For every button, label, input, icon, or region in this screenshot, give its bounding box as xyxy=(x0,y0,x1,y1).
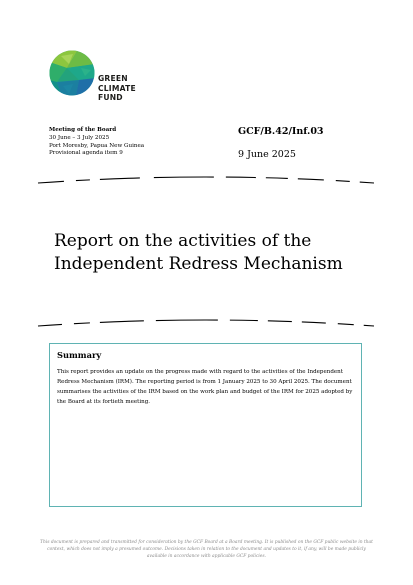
globe-icon xyxy=(49,48,95,100)
summary-heading: Summary xyxy=(57,350,102,360)
logo-line-climate: CLIMATE xyxy=(98,83,136,93)
page-title xyxy=(54,230,343,276)
meeting-dates: 30 June – 3 July 2025 xyxy=(49,134,110,141)
meeting-info xyxy=(49,127,144,158)
meeting-label: Meeting of the Board xyxy=(49,127,117,133)
bottom-divider xyxy=(36,315,376,329)
footer-disclaimer: This document is prepared and transmitted for consideration by the GCF Board at a Board meeting. It is published on the GCF public website in that context, which does not imply a presumed outcome. Decisions taken in relation to the document and updates to it, if any, will be made publicly available in accordance with applicable GCF policies. xyxy=(40,540,373,559)
document-date: 9 June 2025 xyxy=(238,149,296,160)
gcf-logo xyxy=(49,48,95,104)
meeting-agenda-item: Provisional agenda item 9 xyxy=(49,150,123,157)
logo-line-green: GREEN xyxy=(98,74,128,83)
logo-wordmark xyxy=(98,74,136,103)
top-divider xyxy=(36,172,376,186)
logo-line-fund: FUND xyxy=(98,93,123,103)
meeting-location: Port Moresby, Papua New Guinea xyxy=(49,142,145,149)
summary-body: This report provides an update on the progress made with regard to the activities of the Independent Redress Mechanism (IRM). The reporting period is from 1 January 2025 to 30 April 2025. The document summarises the activities of the IRM based on the work plan and budget of the IRM for 2025 adopted by the Board at its fortieth meeting. xyxy=(57,369,353,405)
title-line-2: Independent Redress Mechanism xyxy=(54,254,343,274)
summary-box xyxy=(49,343,362,507)
document-id: GCF/B.42/Inf.03 xyxy=(238,126,324,137)
title-line-1: Report on the activities of the xyxy=(54,231,312,251)
